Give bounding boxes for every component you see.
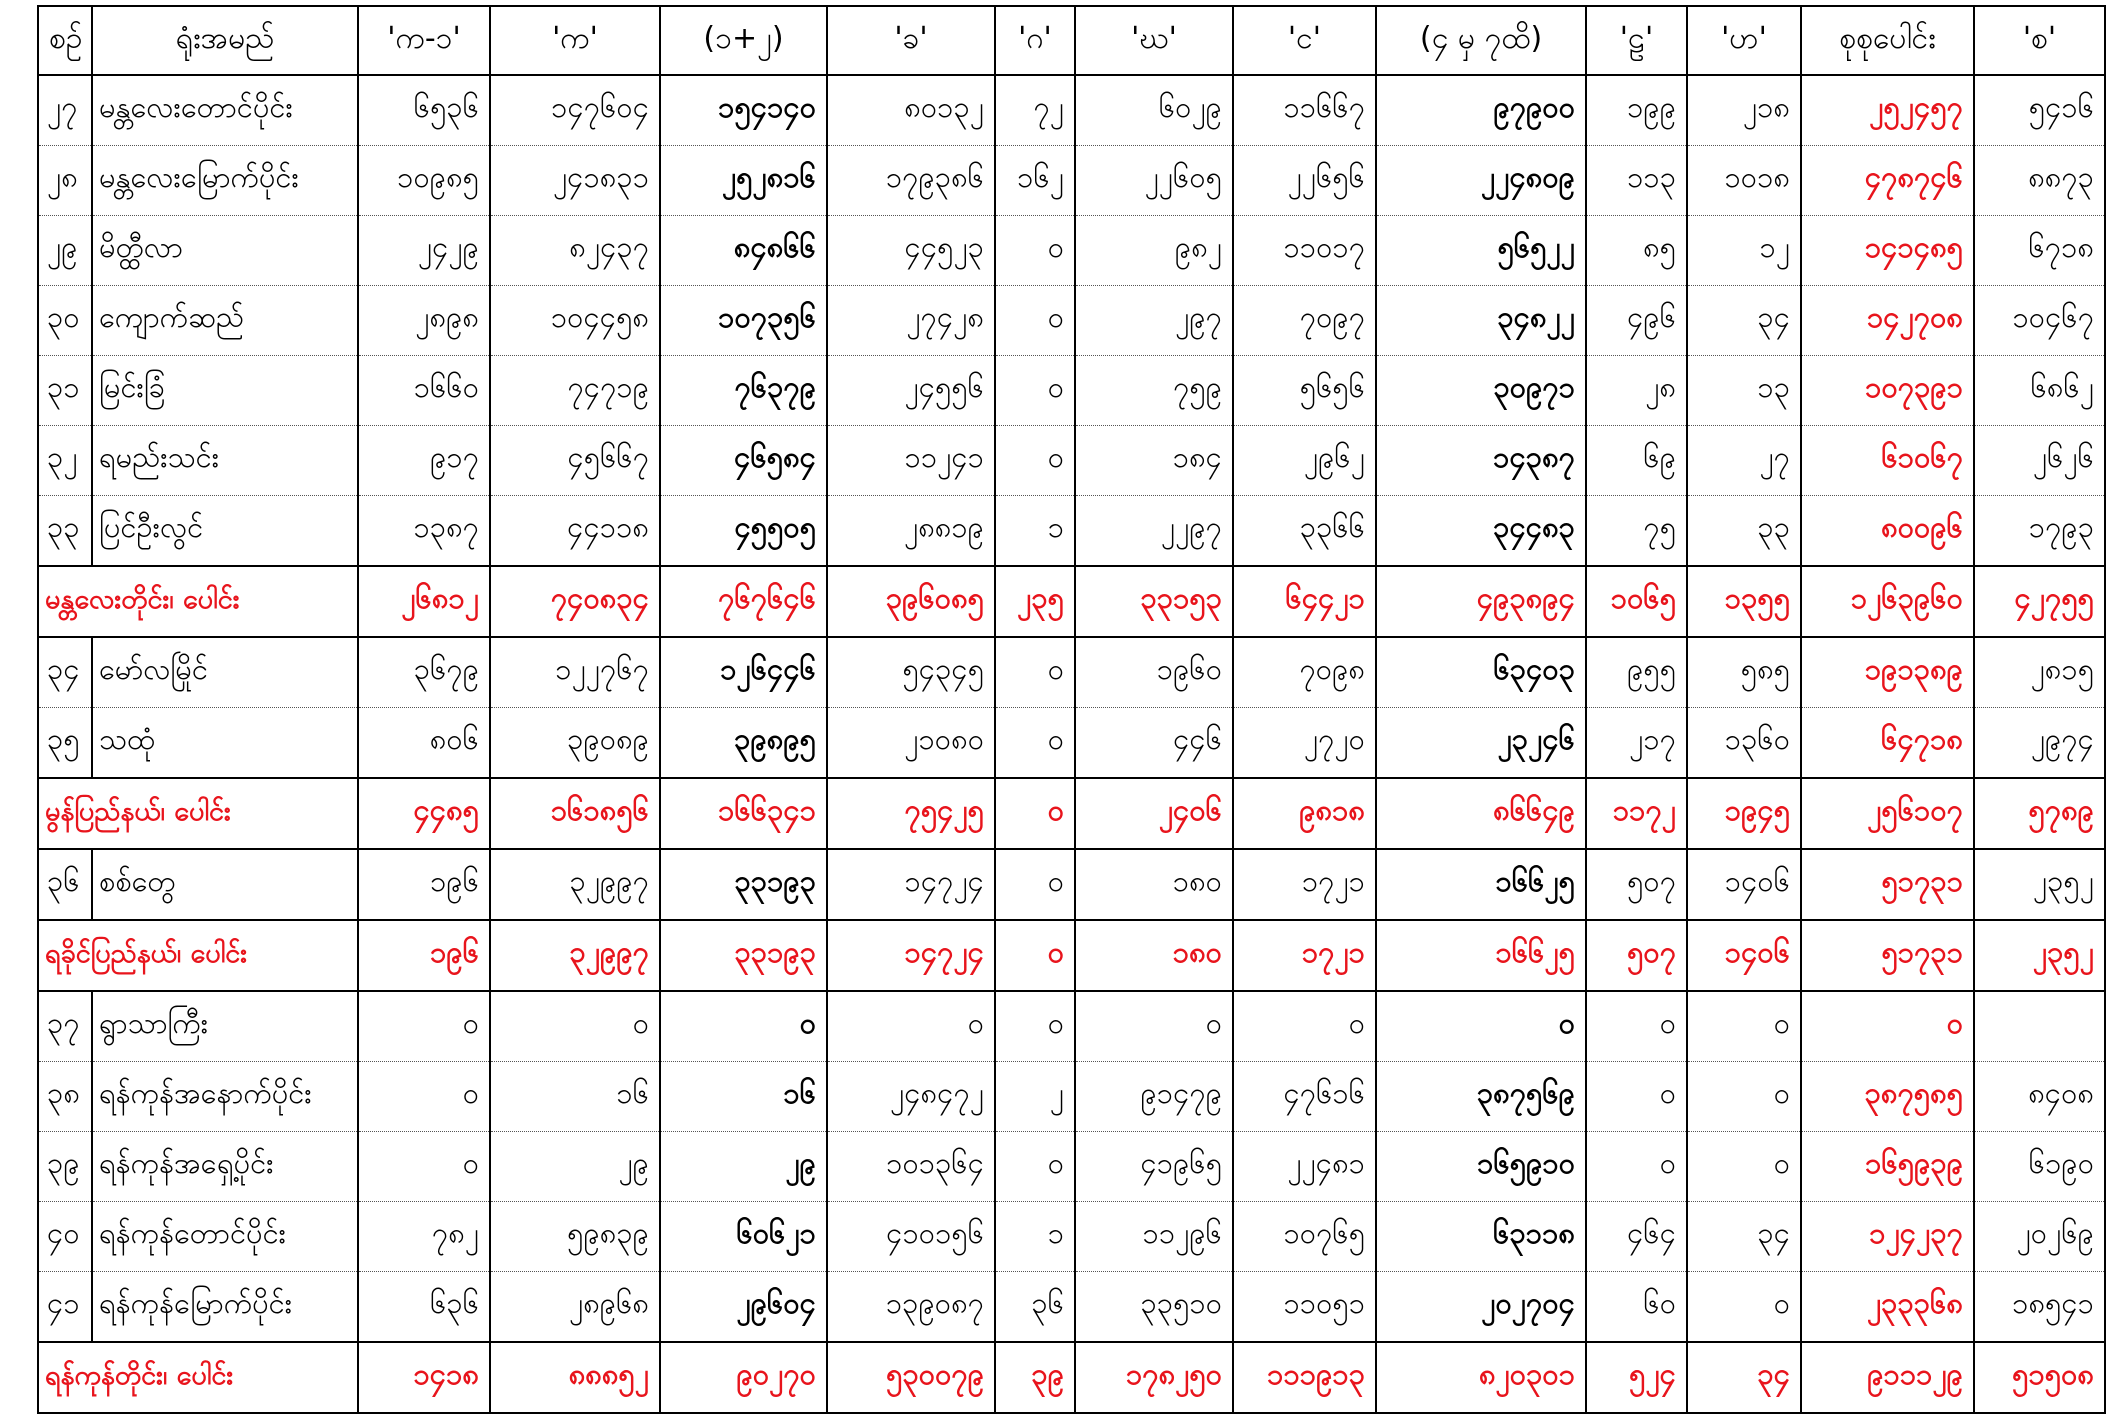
column-header: 'က' — [490, 6, 660, 75]
table-cell: ၈၀၆ — [358, 708, 490, 779]
office-name: ရန်ကုန်မြောက်ပိုင်း — [92, 1272, 358, 1343]
table-cell: ၁၀၉၈၅ — [358, 146, 490, 216]
row-total: ၁၀၇၃၉၁ — [1801, 356, 1974, 426]
subtotal-cell: ၁၄၁၈ — [358, 1342, 490, 1413]
table-cell: ၄၆၄ — [1586, 1202, 1687, 1272]
subtotal-cell: ၂၃၅ — [995, 566, 1075, 637]
table-cell: ၂၄၁၈၃၁ — [490, 146, 660, 216]
table-row — [38, 1132, 2105, 1202]
table-cell: ၉၈၂ — [1075, 216, 1233, 286]
subtotal-cell: ၇၄၀၈၃၄ — [490, 566, 660, 637]
subtotal-cell: ၇၆၇၆၄၆ — [660, 566, 827, 637]
table-cell: ၁၈၄ — [1075, 426, 1233, 496]
table-cell: ၀ — [995, 637, 1075, 708]
row-total: ၀ — [1801, 991, 1974, 1062]
subtotal-row — [38, 778, 2105, 849]
table-cell: ၆၉ — [1586, 426, 1687, 496]
subtotal-cell: ၇၅၄၂၅ — [827, 778, 995, 849]
table-cell: ၀ — [358, 1062, 490, 1132]
table-cell: ၂၉၆၀၄ — [660, 1272, 827, 1343]
office-name: စစ်တွေ — [92, 849, 358, 920]
table-cell: ၀ — [995, 708, 1075, 779]
row-number: ၃၂ — [38, 426, 92, 496]
subtotal-cell: ၁၃၅၅ — [1687, 566, 1801, 637]
table-cell: ၁၇၂၁ — [1233, 849, 1376, 920]
table-cell: ၄၅၅၀၅ — [660, 496, 827, 567]
office-name: ရမည်းသင်း — [92, 426, 358, 496]
table-cell: ၁၆ — [660, 1062, 827, 1132]
table-cell: ၃၃၅၁၀ — [1075, 1272, 1233, 1343]
table-cell — [1974, 991, 2105, 1062]
table-cell: ၁၃ — [1687, 356, 1801, 426]
office-name: မော်လမြိုင် — [92, 637, 358, 708]
table-row — [38, 356, 2105, 426]
subtotal-cell: ၃၃၁၅၃ — [1075, 566, 1233, 637]
table-cell: ၇၅ — [1586, 496, 1687, 567]
subtotal-cell: ၁၆၁၈၅၆ — [490, 778, 660, 849]
subtotal-cell: ၃၉ — [995, 1342, 1075, 1413]
table-cell: ၀ — [1586, 991, 1687, 1062]
table-row — [38, 146, 2105, 216]
subtotal-cell: ၂၄၀၆ — [1075, 778, 1233, 849]
office-name: ရန်ကုန်အနောက်ပိုင်း — [92, 1062, 358, 1132]
subtotal-cell: ၄၂၇၅၅ — [1974, 566, 2105, 637]
table-cell: ၀ — [1233, 991, 1376, 1062]
column-header: စဉ် — [38, 6, 92, 75]
row-number: ၄၁ — [38, 1272, 92, 1343]
table-cell: ၄၉၆ — [1586, 286, 1687, 356]
table-cell: ၀ — [490, 991, 660, 1062]
table-cell: ၆၀ — [1586, 1272, 1687, 1343]
table-cell: ၇၂ — [995, 75, 1075, 146]
table-row — [38, 1062, 2105, 1132]
table-cell: ၃၃၁၉၃ — [660, 849, 827, 920]
table-cell: ၀ — [1687, 991, 1801, 1062]
subtotal-cell: ၁၄၀၆ — [1687, 920, 1801, 991]
table-cell: ၀ — [995, 991, 1075, 1062]
subtotal-cell: ၅၇၈၉ — [1974, 778, 2105, 849]
table-cell: ၁၅၄၁၄၀ — [660, 75, 827, 146]
row-number: ၃၈ — [38, 1062, 92, 1132]
table-cell: ၀ — [660, 991, 827, 1062]
subtotal-cell: ၁၉၄၅ — [1687, 778, 1801, 849]
header-row — [38, 6, 2105, 75]
table-cell: ၁၁၀၁၇ — [1233, 216, 1376, 286]
table-cell: ၂၈၉၆၈ — [490, 1272, 660, 1343]
table-cell: ၂၆၂၆ — [1974, 426, 2105, 496]
subtotal-cell: ၈၂၀၃၀၁ — [1376, 1342, 1586, 1413]
table-cell: ၀ — [1075, 991, 1233, 1062]
table-cell: ၅၆၅၆ — [1233, 356, 1376, 426]
subtotal-cell: ၄၄၈၅ — [358, 778, 490, 849]
subtotal-cell: ၅၁၅၀၈ — [1974, 1342, 2105, 1413]
table-cell: ၇၈၂ — [358, 1202, 490, 1272]
table-cell: ၉၅၅ — [1586, 637, 1687, 708]
table-cell: ၁၆၅၉၁၀ — [1376, 1132, 1586, 1202]
table-cell: ၃၄၄၈၃ — [1376, 496, 1586, 567]
table-cell: ၂၉၇၄ — [1974, 708, 2105, 779]
table-cell: ၁ — [995, 1202, 1075, 1272]
table-cell: ၁၀၇၆၅ — [1233, 1202, 1376, 1272]
table-cell: ၃၉၈၉၅ — [660, 708, 827, 779]
office-name: မန္တလေးမြောက်ပိုင်း — [92, 146, 358, 216]
table-cell: ၂၈၈၁၉ — [827, 496, 995, 567]
table-cell: ၉၁၄၇၉ — [1075, 1062, 1233, 1132]
subtotal-cell: ၃၃၁၉၃ — [660, 920, 827, 991]
table-cell: ၉၁၇ — [358, 426, 490, 496]
table-cell: ၃၄ — [1687, 286, 1801, 356]
table-cell: ၂၂၉၇ — [1075, 496, 1233, 567]
table-cell: ၂၀၂၇၀၄ — [1376, 1272, 1586, 1343]
row-total: ၁၄၂၇၀၈ — [1801, 286, 1974, 356]
column-header: 'စ' — [1974, 6, 2105, 75]
subtotal-cell: ၂၅၆၁၀၇ — [1801, 778, 1974, 849]
table-cell: ၁၀၁၃၆၄ — [827, 1132, 995, 1202]
table-cell: ၀ — [995, 849, 1075, 920]
row-total: ၁၂၄၂၃၇ — [1801, 1202, 1974, 1272]
table-cell: ၁၂၂၇၆၇ — [490, 637, 660, 708]
table-cell: ၁၁၆၆၇ — [1233, 75, 1376, 146]
subtotal-cell: ၁၇၂၁ — [1233, 920, 1376, 991]
table-cell: ၂၀၂၆၉ — [1974, 1202, 2105, 1272]
table-cell: ၆၃၁၁၈ — [1376, 1202, 1586, 1272]
table-cell: ၇၀၉၇ — [1233, 286, 1376, 356]
row-number: ၃၉ — [38, 1132, 92, 1202]
subtotal-cell: ၆၄၄၂၁ — [1233, 566, 1376, 637]
table-cell: ၀ — [1586, 1132, 1687, 1202]
subtotal-row — [38, 1342, 2105, 1413]
table-cell: ၄၅၆၆၇ — [490, 426, 660, 496]
table-cell: ၃၀၉၇၁ — [1376, 356, 1586, 426]
table-cell: ၄၄၆ — [1075, 708, 1233, 779]
table-cell: ၃၃ — [1687, 496, 1801, 567]
table-cell: ၀ — [358, 991, 490, 1062]
table-cell: ၁၈၅၄၁ — [1974, 1272, 2105, 1343]
column-header: 'ဟ' — [1687, 6, 1801, 75]
office-name: ရန်ကုန်တောင်ပိုင်း — [92, 1202, 358, 1272]
table-cell: ၁ — [995, 496, 1075, 567]
table-cell: ၅၄၃၄၅ — [827, 637, 995, 708]
table-cell: ၁၀၄၄၅၈ — [490, 286, 660, 356]
subtotal-cell: ၀ — [995, 920, 1075, 991]
table-cell: ၆၅၃၆ — [358, 75, 490, 146]
table-cell: ၃၂၉၉၇ — [490, 849, 660, 920]
table-cell: ၁၂ — [1687, 216, 1801, 286]
column-header: ရုံးအမည် — [92, 6, 358, 75]
table-cell: ၁၃၈၇ — [358, 496, 490, 567]
column-header: 'က-၁' — [358, 6, 490, 75]
row-number: ၃၀ — [38, 286, 92, 356]
table-cell: ၇၄၇၁၉ — [490, 356, 660, 426]
office-name: မြင်းခြံ — [92, 356, 358, 426]
subtotal-cell: ၂၆၈၁၂ — [358, 566, 490, 637]
table-cell: ၃၆၇၉ — [358, 637, 490, 708]
table-cell: ၁၂၆၄၄၆ — [660, 637, 827, 708]
table-row — [38, 1272, 2105, 1343]
subtotal-cell: ၈၆၆၄၉ — [1376, 778, 1586, 849]
table-cell: ၃၃၆၆ — [1233, 496, 1376, 567]
subtotal-cell: ၁၁၇၂ — [1586, 778, 1687, 849]
row-number: ၃၃ — [38, 496, 92, 567]
table-cell: ၂၈ — [1586, 356, 1687, 426]
subtotal-cell: ၁၁၁၉၁၃ — [1233, 1342, 1376, 1413]
table-cell: ၀ — [995, 426, 1075, 496]
row-total: ၆၁၀၆၇ — [1801, 426, 1974, 496]
subtotal-label: မန္တလေးတိုင်း၊ ပေါင်း — [38, 566, 358, 637]
table-cell: ၃၈၇၅၆၉ — [1376, 1062, 1586, 1132]
subtotal-cell: ၃၉၆၀၈၅ — [827, 566, 995, 637]
row-total: ၂၃၃၃၆၈ — [1801, 1272, 1974, 1343]
row-total: ၁၄၁၄၈၅ — [1801, 216, 1974, 286]
table-cell: ၁၄၃၈၇ — [1376, 426, 1586, 496]
subtotal-cell: ၁၀၆၅ — [1586, 566, 1687, 637]
table-cell: ၀ — [827, 991, 995, 1062]
table-cell: ၄၄၁၁၈ — [490, 496, 660, 567]
table-cell: ၁၀၄၆၇ — [1974, 286, 2105, 356]
table-cell: ၅၀၇ — [1586, 849, 1687, 920]
table-cell: ၁၁၂၄၁ — [827, 426, 995, 496]
table-cell: ၂၉၇ — [1075, 286, 1233, 356]
table-cell: ၈၄၀၈ — [1974, 1062, 2105, 1132]
row-number: ၃၁ — [38, 356, 92, 426]
subtotal-cell: ၅၂၄ — [1586, 1342, 1687, 1413]
row-total: ၄၇၈၇၄၆ — [1801, 146, 1974, 216]
office-name: ကျောက်ဆည် — [92, 286, 358, 356]
table-cell: ၂၂၄၈၁ — [1233, 1132, 1376, 1202]
table-cell: ၀ — [1376, 991, 1586, 1062]
table-cell: ၀ — [995, 216, 1075, 286]
table-cell: ၆၁၉၀ — [1974, 1132, 2105, 1202]
row-total: ၂၅၂၄၅၇ — [1801, 75, 1974, 146]
column-header: 'င' — [1233, 6, 1376, 75]
table-cell: ၁၀၁၈ — [1687, 146, 1801, 216]
table-cell: ၁၆၂ — [995, 146, 1075, 216]
table-cell: ၂၄၂၉ — [358, 216, 490, 286]
office-name: ပြင်ဦးလွင် — [92, 496, 358, 567]
table-cell: ၀ — [995, 356, 1075, 426]
table-cell: ၃၆ — [995, 1272, 1075, 1343]
table-cell: ၅၈၅ — [1687, 637, 1801, 708]
row-number: ၃၇ — [38, 991, 92, 1062]
table-cell: ၁၁၀၅၁ — [1233, 1272, 1376, 1343]
row-total: ၁၉၁၃၈၉ — [1801, 637, 1974, 708]
row-total: ၁၆၅၉၃၉ — [1801, 1132, 1974, 1202]
table-cell: ၃၉၀၈၉ — [490, 708, 660, 779]
table-cell: ၆၃၄၀၃ — [1376, 637, 1586, 708]
office-name: ရွာသာကြီး — [92, 991, 358, 1062]
table-cell: ၀ — [1687, 1062, 1801, 1132]
office-name: မိတ္ထီလာ — [92, 216, 358, 286]
table-cell: ၆၀၆၂၁ — [660, 1202, 827, 1272]
table-cell: ၂၉ — [660, 1132, 827, 1202]
table-row — [38, 1202, 2105, 1272]
row-number: ၂၇ — [38, 75, 92, 146]
table-cell: ၂၇၄၂၈ — [827, 286, 995, 356]
column-header: 'ဠ' — [1586, 6, 1687, 75]
column-header: စုစုပေါင်း — [1801, 6, 1974, 75]
subtotal-label: ရန်ကုန်တိုင်း၊ ပေါင်း — [38, 1342, 358, 1413]
table-cell: ၀ — [995, 286, 1075, 356]
table-cell: ၀ — [358, 1132, 490, 1202]
subtotal-cell: ၄၉၃၈၉၄ — [1376, 566, 1586, 637]
office-name: ရန်ကုန်အရှေ့ပိုင်း — [92, 1132, 358, 1202]
office-name: မန္တလေးတောင်ပိုင်း — [92, 75, 358, 146]
table-cell: ၃၄၈၂၂ — [1376, 286, 1586, 356]
subtotal-label: ရခိုင်ပြည်နယ်၊ ပေါင်း — [38, 920, 358, 991]
table-cell: ၆၇၁၈ — [1974, 216, 2105, 286]
table-cell: ၂၉ — [490, 1132, 660, 1202]
table-cell: ၁၄၀၆ — [1687, 849, 1801, 920]
table-cell: ၀ — [1687, 1132, 1801, 1202]
column-header: 'ဃ' — [1075, 6, 1233, 75]
table-cell: ၆၀၂၉ — [1075, 75, 1233, 146]
table-cell: ၂၉၆၂ — [1233, 426, 1376, 496]
table-cell: ၁၀၇၃၅၆ — [660, 286, 827, 356]
row-total: ၅၁၇၃၁ — [1801, 849, 1974, 920]
office-name: သထုံ — [92, 708, 358, 779]
table-cell: ၂၁၀၈၀ — [827, 708, 995, 779]
subtotal-cell: ၁၂၆၃၉၆၀ — [1801, 566, 1974, 637]
table-cell: ၁၆၆၂၅ — [1376, 849, 1586, 920]
row-number: ၄၀ — [38, 1202, 92, 1272]
row-number: ၃၄ — [38, 637, 92, 708]
table-cell: ၇၀၉၈ — [1233, 637, 1376, 708]
table-cell: ၁၁၃ — [1586, 146, 1687, 216]
table-cell: ၁၆ — [490, 1062, 660, 1132]
table-cell: ၀ — [1687, 1272, 1801, 1343]
table-cell: ၅၄၁၆ — [1974, 75, 2105, 146]
table-cell: ၇၆၃၇၉ — [660, 356, 827, 426]
table-cell: ၂၄၈၄၇၂ — [827, 1062, 995, 1132]
subtotal-cell: ၅၁၇၃၁ — [1801, 920, 1974, 991]
subtotal-cell: ၃၄ — [1687, 1342, 1801, 1413]
subtotal-cell: ၉၁၁၁၂၉ — [1801, 1342, 1974, 1413]
subtotal-cell: ၁၇၈၂၅၀ — [1075, 1342, 1233, 1413]
table-cell: ၁၃၆၀ — [1687, 708, 1801, 779]
table-row — [38, 991, 2105, 1062]
table-cell: ၂၅၂၈၁၆ — [660, 146, 827, 216]
row-total: ၃၈၇၅၈၅ — [1801, 1062, 1974, 1132]
table-cell: ၂၈၉၈ — [358, 286, 490, 356]
table-cell: ၆၈၆၂ — [1974, 356, 2105, 426]
table-cell: ၁၉၉ — [1586, 75, 1687, 146]
table-cell: ၄၁၀၁၅၆ — [827, 1202, 995, 1272]
subtotal-cell: ၁၈၀ — [1075, 920, 1233, 991]
table-cell: ၂ — [995, 1062, 1075, 1132]
table-cell: ၈၄၈၆၆ — [660, 216, 827, 286]
table-cell: ၂၈၁၅ — [1974, 637, 2105, 708]
table-cell: ၂၃၅၂ — [1974, 849, 2105, 920]
subtotal-label: မွန်ပြည်နယ်၊ ပေါင်း — [38, 778, 358, 849]
table-row — [38, 496, 2105, 567]
subtotal-row — [38, 566, 2105, 637]
table-cell: ၂၄၅၅၆ — [827, 356, 995, 426]
row-number: ၂၈ — [38, 146, 92, 216]
table-cell: ၁၇၉၃ — [1974, 496, 2105, 567]
table-row — [38, 216, 2105, 286]
subtotal-cell: ၁၆၆၃၄၁ — [660, 778, 827, 849]
table-cell: ၁၈၀ — [1075, 849, 1233, 920]
table-cell: ၂၂၆၅၆ — [1233, 146, 1376, 216]
row-number: ၃၅ — [38, 708, 92, 779]
table-cell: ၀ — [1586, 1062, 1687, 1132]
subtotal-row — [38, 920, 2105, 991]
subtotal-cell: ၈၈၈၅၂ — [490, 1342, 660, 1413]
row-total: ၆၄၇၁၈ — [1801, 708, 1974, 779]
subtotal-cell: ၀ — [995, 778, 1075, 849]
table-row — [38, 708, 2105, 779]
data-table — [37, 5, 2106, 1414]
subtotal-cell: ၉၈၁၈ — [1233, 778, 1376, 849]
subtotal-cell: ၅၃၀၀၇၉ — [827, 1342, 995, 1413]
subtotal-cell: ၁၆၆၂၅ — [1376, 920, 1586, 991]
table-cell: ၁၉၆၀ — [1075, 637, 1233, 708]
table-row — [38, 637, 2105, 708]
table-cell: ၁၆၆၀ — [358, 356, 490, 426]
table-cell: ၄၁၉၆၅ — [1075, 1132, 1233, 1202]
table-row — [38, 75, 2105, 146]
table-cell: ၂၃၂၄၆ — [1376, 708, 1586, 779]
table-cell: ၈၅ — [1586, 216, 1687, 286]
table-cell: ၁၄၇၂၄ — [827, 849, 995, 920]
table-cell: ၂၇၂၀ — [1233, 708, 1376, 779]
row-total: ၈၀၀၉၆ — [1801, 496, 1974, 567]
table-cell: ၈၂၄၃၇ — [490, 216, 660, 286]
subtotal-cell: ၃၂၉၉၇ — [490, 920, 660, 991]
table-cell: ၃၄ — [1687, 1202, 1801, 1272]
subtotal-cell: ၁၉၆ — [358, 920, 490, 991]
table-cell: ၂၂၄၈၀၉ — [1376, 146, 1586, 216]
column-header: 'ဂ' — [995, 6, 1075, 75]
table-cell: ၅၉၈၃၉ — [490, 1202, 660, 1272]
subtotal-cell: ၂၃၅၂ — [1974, 920, 2105, 991]
table-row — [38, 426, 2105, 496]
table-cell: ၀ — [995, 1132, 1075, 1202]
table-cell: ၄၆၅၈၄ — [660, 426, 827, 496]
subtotal-cell: ၁၄၇၂၄ — [827, 920, 995, 991]
table-cell: ၂၁၈ — [1687, 75, 1801, 146]
table-row — [38, 849, 2105, 920]
table-cell: ၁၄၇၆၀၄ — [490, 75, 660, 146]
table-cell: ၄၇၆၁၆ — [1233, 1062, 1376, 1132]
subtotal-cell: ၉၀၂၇၀ — [660, 1342, 827, 1413]
column-header: (၄ မှ ၇ထိ) — [1376, 6, 1586, 75]
table-cell: ၅၆၅၂၂ — [1376, 216, 1586, 286]
subtotal-cell: ၅၀၇ — [1586, 920, 1687, 991]
table-cell: ၄၄၅၂၃ — [827, 216, 995, 286]
table-cell: ၁၉၆ — [358, 849, 490, 920]
row-number: ၂၉ — [38, 216, 92, 286]
row-number: ၃၆ — [38, 849, 92, 920]
table-cell: ၂၁၇ — [1586, 708, 1687, 779]
table-cell: ၂၂၆၀၅ — [1075, 146, 1233, 216]
table-cell: ၂၇ — [1687, 426, 1801, 496]
table-cell: ၆၃၆ — [358, 1272, 490, 1343]
table-cell: ၈၈၇၃ — [1974, 146, 2105, 216]
table-row — [38, 286, 2105, 356]
table-cell: ၁၇၉၃၈၆ — [827, 146, 995, 216]
table-cell: ၇၅၉ — [1075, 356, 1233, 426]
table-cell: ၁၁၂၉၆ — [1075, 1202, 1233, 1272]
table-cell: ၈၀၁၃၂ — [827, 75, 995, 146]
table-cell: ၁၃၉၀၈၇ — [827, 1272, 995, 1343]
table-cell: ၉၇၉၀၀ — [1376, 75, 1586, 146]
column-header: 'ခ' — [827, 6, 995, 75]
column-header: (၁+၂) — [660, 6, 827, 75]
